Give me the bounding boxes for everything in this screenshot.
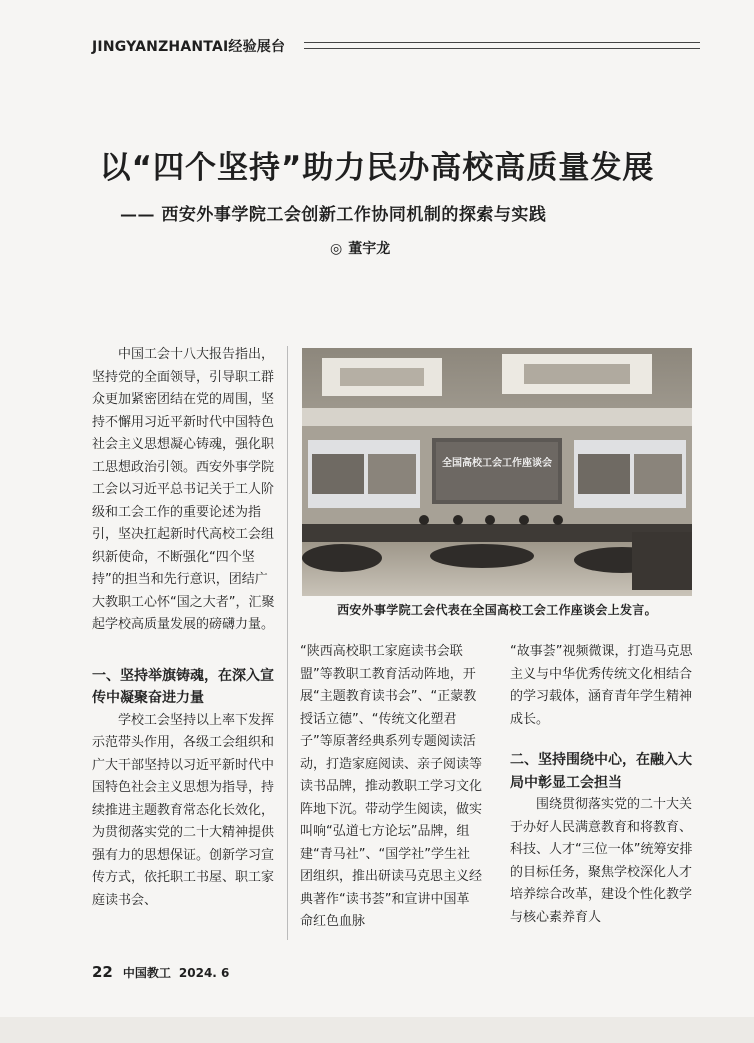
section-2-heading: 二、坚持围绕中心，在融入大局中彰显工会担当 xyxy=(510,752,692,791)
intro-paragraph: 中国工会十八大报告指出，坚持党的全面领导，引导职工群众更加紧密团结在党的周围，坚持不懈用习近平新时代中国特色社会主义思想凝心铸魂，强化职工思想政治引领。西安外事学院工会以习近平总书记关于工人阶级和工会工作的重要论述为指引，坚决扛起新时代高校工会组织新使命，不断强化“四个坚持”的担当和先行意识，团结广大教职工心怀“国之大者”，汇聚起学校高质量发展的磅礴力量。 xyxy=(92,347,275,632)
section-2-paragraph: 围绕贯彻落实党的二十大关于办好人民满意教育和将教育、科技、人才“三位一体”统筹安排的目标任务，聚焦学校深化人才培养综合改革，建设个性化教学与核心素养育人 xyxy=(510,797,693,925)
conference-photo xyxy=(302,348,692,596)
screen-title: 全国高校工会工作座谈会 xyxy=(442,458,552,469)
section-1-paragraph-b: “陕西高校职工家庭读书会联盟”等教职工教育活动阵地，开展“主题教育读书会”、“正蒙教授话立德”、“传统文化塑君子”等原著经典系列专题阅读活动，打造家庭阅读、亲子阅读等读书品牌，推动教职工学习文化阵地下沉。带动学生阅读，做实叫响“弘道七方论坛”品牌，组建“青马社”、“国学社”学生社团组织，推出研读马克思主义经典著作“读书荟”和宣讲中国革命红色血脉 xyxy=(300,644,483,929)
article-subtitle: —— 西安外事学院工会创新工作协同机制的探索与实践 xyxy=(120,205,547,225)
column-divider xyxy=(287,346,288,940)
page-footer xyxy=(92,963,229,981)
magazine-name: 中国教工 xyxy=(122,966,171,980)
column-left xyxy=(92,344,275,912)
page-edge xyxy=(0,1017,754,1043)
section-brand: JINGYANZHANTAI经验展台 xyxy=(92,39,286,55)
section-1-paragraph-a: 学校工会坚持以上率下发挥示范带头作用，各级工会组织和广大干部坚持以习近平新时代中国特色社会主义思想为指导，持续推进主题教育常态化长效化，为贯彻落实党的二十大精神提供强有力的思想保证。创新学习宣传方式，依托职工书屋、职工家庭读书会、 xyxy=(92,712,275,908)
section-1-heading: 一、坚持举旗铸魂，在深入宣传中凝聚奋进力量 xyxy=(92,667,274,706)
column-right xyxy=(510,641,693,929)
section-header xyxy=(92,36,700,58)
column-middle xyxy=(300,641,482,934)
section-1-paragraph-c: “故事荟”视频微课，打造马克思主义与中华优秀传统文化相结合的学习载体，涵育青年学生精神成长。 xyxy=(510,644,693,727)
issue-number: 2024. 6 xyxy=(178,966,230,980)
author-mark: ◎ xyxy=(330,241,343,257)
header-rule xyxy=(304,42,700,49)
author-name: 董宇龙 xyxy=(348,241,391,257)
article-title: 以“四个坚持”助力民办高校高质量发展 xyxy=(99,150,655,186)
author-line xyxy=(330,238,390,258)
photo-caption: 西安外事学院工会代表在全国高校工会工作座谈会上发言。 xyxy=(337,603,657,617)
page-number: 22 xyxy=(92,963,113,981)
